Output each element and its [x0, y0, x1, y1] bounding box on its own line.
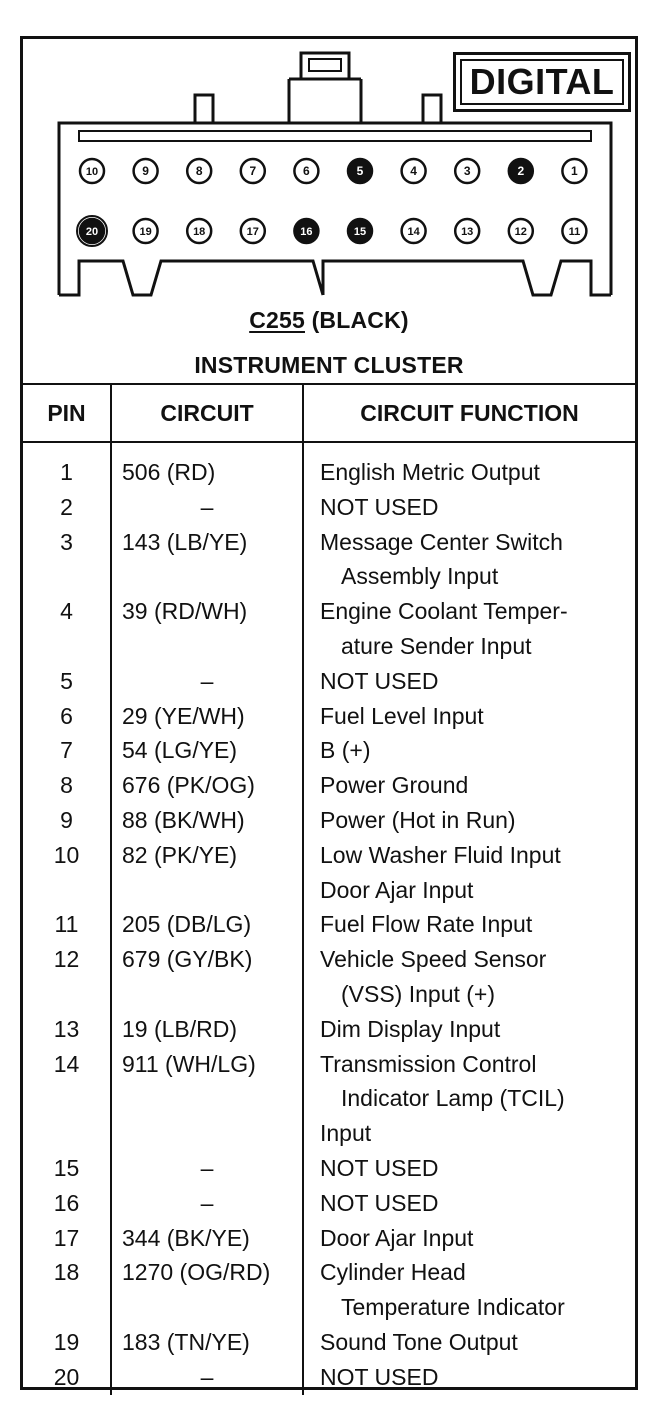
pin-number: 14: [407, 226, 420, 238]
pin-number-cell: 20: [53, 1363, 80, 1390]
table-row: [23, 1186, 635, 1221]
pin-number: 19: [139, 226, 152, 238]
connector-pin-17: [241, 219, 265, 243]
connector-pin-11: [562, 219, 586, 243]
circuit-function-line: Assembly Input: [341, 563, 499, 590]
connector-top-rail: [79, 131, 591, 141]
table-row: [23, 664, 635, 699]
connector-bottom-contour-right: [323, 261, 611, 295]
pin-number: 4: [410, 164, 417, 178]
pin-number-cell: 4: [60, 598, 73, 625]
circuit-function-line: NOT USED: [320, 1189, 439, 1216]
circuit-function-cell: [303, 1186, 635, 1221]
pin-number: 11: [568, 226, 581, 238]
circuit-function-cell: [303, 1221, 635, 1256]
connector-pin-16: [294, 219, 318, 243]
circuit-cell: 29 (YE/WH): [111, 699, 303, 734]
circuit-function-cell: [303, 490, 635, 525]
pin-number: 10: [85, 166, 99, 178]
circuit-function-cell: [303, 838, 635, 908]
circuit-function-cell: [303, 733, 635, 768]
pin-number-cell: 10: [53, 841, 80, 868]
circuit-function-line: Message Center Switch: [320, 528, 563, 555]
pin-number: 17: [246, 226, 259, 238]
connector-pin-8: [187, 159, 211, 183]
circuit-cell: 54 (LG/YE): [111, 733, 303, 768]
table-row: [23, 1151, 635, 1186]
circuit-cell: 39 (RD/WH): [111, 594, 303, 664]
table-row: [23, 525, 635, 595]
circuit-function-line: NOT USED: [320, 493, 439, 520]
table-row: [23, 768, 635, 803]
circuit-function-line: ature Sender Input: [341, 632, 532, 659]
circuit-cell: 676 (PK/OG): [111, 768, 303, 803]
circuit-function-line: Low Washer Fluid Input: [320, 841, 561, 868]
circuit-cell: 344 (BK/YE): [111, 1221, 303, 1256]
table-row: [23, 1047, 635, 1151]
pin-number: 6: [303, 164, 310, 178]
circuit-function-line: NOT USED: [320, 1154, 439, 1181]
circuit-function-cell: [303, 768, 635, 803]
circuit-function-line: Input: [320, 1120, 372, 1147]
connector-pin-1: [562, 159, 586, 183]
pin-number-cell: 12: [53, 946, 80, 973]
pin-number: 5: [356, 164, 364, 178]
pin-number-cell: 1: [60, 459, 73, 485]
pin-number-cell: 13: [53, 1015, 80, 1042]
table-row: [23, 1255, 635, 1325]
table-row: [23, 838, 635, 908]
connector-pin-20: [77, 216, 107, 246]
connector-pin-6: [294, 159, 318, 183]
circuit-function-line: Transmission Control: [320, 1050, 537, 1077]
connector-pin-3: [455, 159, 479, 183]
circuit-function-cell: [303, 664, 635, 699]
pin-number-cell: 16: [53, 1189, 80, 1216]
circuit-function-cell: [303, 907, 635, 942]
pin-number-cell: 19: [53, 1328, 80, 1355]
circuit-function-cell: [303, 442, 635, 490]
pin-number-cell: 11: [54, 911, 79, 938]
circuit-cell: 19 (LB/RD): [111, 1012, 303, 1047]
circuit-function-cell: [303, 942, 635, 1012]
circuit-function-line: NOT USED: [320, 667, 439, 694]
table-row: [23, 1012, 635, 1047]
connector-key-left: [195, 95, 213, 123]
connector-pin-19: [134, 219, 158, 243]
circuit-function-cell: [303, 1360, 635, 1395]
circuit-cell: 911 (WH/LG): [111, 1047, 303, 1151]
circuit-cell: –: [111, 1186, 303, 1221]
pin-number-cell: 7: [60, 737, 73, 764]
circuit-cell: 88 (BK/WH): [111, 803, 303, 838]
pin-number-cell: 18: [53, 1259, 80, 1286]
header-circuit: CIRCUIT: [111, 385, 303, 442]
circuit-function-cell: [303, 1151, 635, 1186]
table-row: [23, 733, 635, 768]
circuit-cell: –: [111, 490, 303, 525]
pin-number: 2: [517, 164, 525, 178]
pin-number: 20: [85, 226, 99, 238]
circuit-function-cell: [303, 1325, 635, 1360]
connector-pinout-frame: [20, 36, 638, 1390]
table-row: [23, 442, 635, 490]
header-pin: PIN: [23, 385, 111, 442]
circuit-cell: 679 (GY/BK): [111, 942, 303, 1012]
pin-number: 9: [142, 164, 149, 178]
circuit-function-cell: [303, 525, 635, 595]
pin-number-cell: 3: [60, 528, 73, 555]
circuit-function-line: Power (Hot in Run): [320, 806, 516, 833]
circuit-function-line: Dim Display Input: [320, 1015, 501, 1042]
circuit-function-line: Fuel Flow Rate Input: [320, 911, 533, 938]
connector-pin-5: [348, 159, 372, 183]
connector-pin-10: [80, 159, 104, 183]
table-row: [23, 1360, 635, 1395]
pin-number: 16: [300, 226, 313, 238]
pin-number-cell: 6: [60, 702, 73, 729]
circuit-cell: –: [111, 664, 303, 699]
circuit-function-line: Engine Coolant Temper-: [320, 598, 568, 625]
pin-number-cell: 14: [53, 1050, 80, 1077]
circuit-function-line: Sound Tone Output: [320, 1328, 518, 1355]
circuit-cell: 205 (DB/LG): [111, 907, 303, 942]
pin-number: 3: [463, 164, 471, 178]
connector-pin-9: [134, 159, 158, 183]
connector-pin-18: [187, 219, 211, 243]
circuit-function-line: Vehicle Speed Sensor: [320, 946, 547, 973]
circuit-function-line: Fuel Level Input: [320, 702, 484, 729]
circuit-cell: 82 (PK/YE): [111, 838, 303, 908]
circuit-function-line: English Metric Output: [320, 459, 540, 485]
circuit-function-line: NOT USED: [320, 1363, 439, 1390]
connector-key-right: [423, 95, 441, 123]
pin-number: 18: [193, 226, 206, 238]
circuit-cell: 143 (LB/YE): [111, 525, 303, 595]
pin-number-cell: 2: [60, 493, 73, 520]
pin-number-cell: 15: [53, 1154, 80, 1181]
connector-id: C255: [249, 307, 305, 333]
circuit-cell: 1270 (OG/RD): [111, 1255, 303, 1325]
table-row: [23, 1325, 635, 1360]
circuit-cell: 183 (TN/YE): [111, 1325, 303, 1360]
connector-color: (BLACK): [311, 307, 409, 333]
connector-pin-15: [348, 219, 372, 243]
header-circuit-function: CIRCUIT FUNCTION: [303, 385, 635, 442]
table-row: [23, 803, 635, 838]
pin-number: 12: [514, 226, 527, 238]
connector-pin-12: [509, 219, 533, 243]
pin-number-cell: 9: [60, 806, 73, 833]
pin-number: 8: [195, 164, 203, 178]
pin-number: 1: [571, 164, 578, 178]
table-row: [23, 1221, 635, 1256]
pin-number: 13: [461, 226, 474, 238]
table-header-row: [23, 385, 635, 442]
table-row: [23, 490, 635, 525]
circuit-function-line: B (+): [320, 737, 371, 764]
connector-id-line: [23, 307, 635, 334]
circuit-function-cell: [303, 803, 635, 838]
circuit-function-line: (VSS) Input (+): [341, 980, 496, 1007]
circuit-function-line: Temperature Indicator: [341, 1294, 565, 1321]
pin-row-bottom: [77, 216, 586, 246]
circuit-function-cell: [303, 594, 635, 664]
circuit-function-cell: [303, 1047, 635, 1151]
table-row: [23, 907, 635, 942]
connector-pin-13: [455, 219, 479, 243]
connector-bottom-contour-left: [59, 261, 323, 295]
circuit-function-line: Power Ground: [320, 772, 469, 799]
pin-number-cell: 17: [53, 1224, 80, 1251]
pin-row-top: [80, 159, 586, 183]
circuit-function-line: Indicator Lamp (TCIL): [341, 1085, 565, 1112]
component-name: INSTRUMENT CLUSTER: [194, 352, 464, 378]
pinout-table-body: [23, 442, 635, 1395]
circuit-function-line: Door Ajar Input: [320, 876, 474, 903]
digital-tag-inner: [460, 59, 624, 105]
circuit-function-line: Door Ajar Input: [320, 1224, 474, 1251]
digital-tag-label: DIGITAL: [469, 61, 615, 102]
table-row: [23, 699, 635, 734]
pin-number-cell: 5: [60, 667, 73, 694]
pin-number: 7: [249, 164, 257, 178]
circuit-cell: –: [111, 1151, 303, 1186]
circuit-function-cell: [303, 1255, 635, 1325]
circuit-cell: –: [111, 1360, 303, 1395]
circuit-function-cell: [303, 699, 635, 734]
circuit-function-cell: [303, 1012, 635, 1047]
circuit-cell: 506 (RD): [111, 442, 303, 490]
pin-number: 15: [353, 226, 367, 238]
circuit-function-line: Cylinder Head: [320, 1259, 466, 1286]
connector-pin-14: [402, 219, 426, 243]
pin-number-cell: 8: [60, 772, 73, 799]
table-row: [23, 942, 635, 1012]
connector-pin-4: [402, 159, 426, 183]
connector-body-outline: [59, 123, 611, 295]
digital-tag: [453, 52, 631, 112]
table-row: [23, 594, 635, 664]
pinout-table: [23, 385, 635, 1395]
connector-pin-7: [241, 159, 265, 183]
connector-pin-2: [509, 159, 533, 183]
